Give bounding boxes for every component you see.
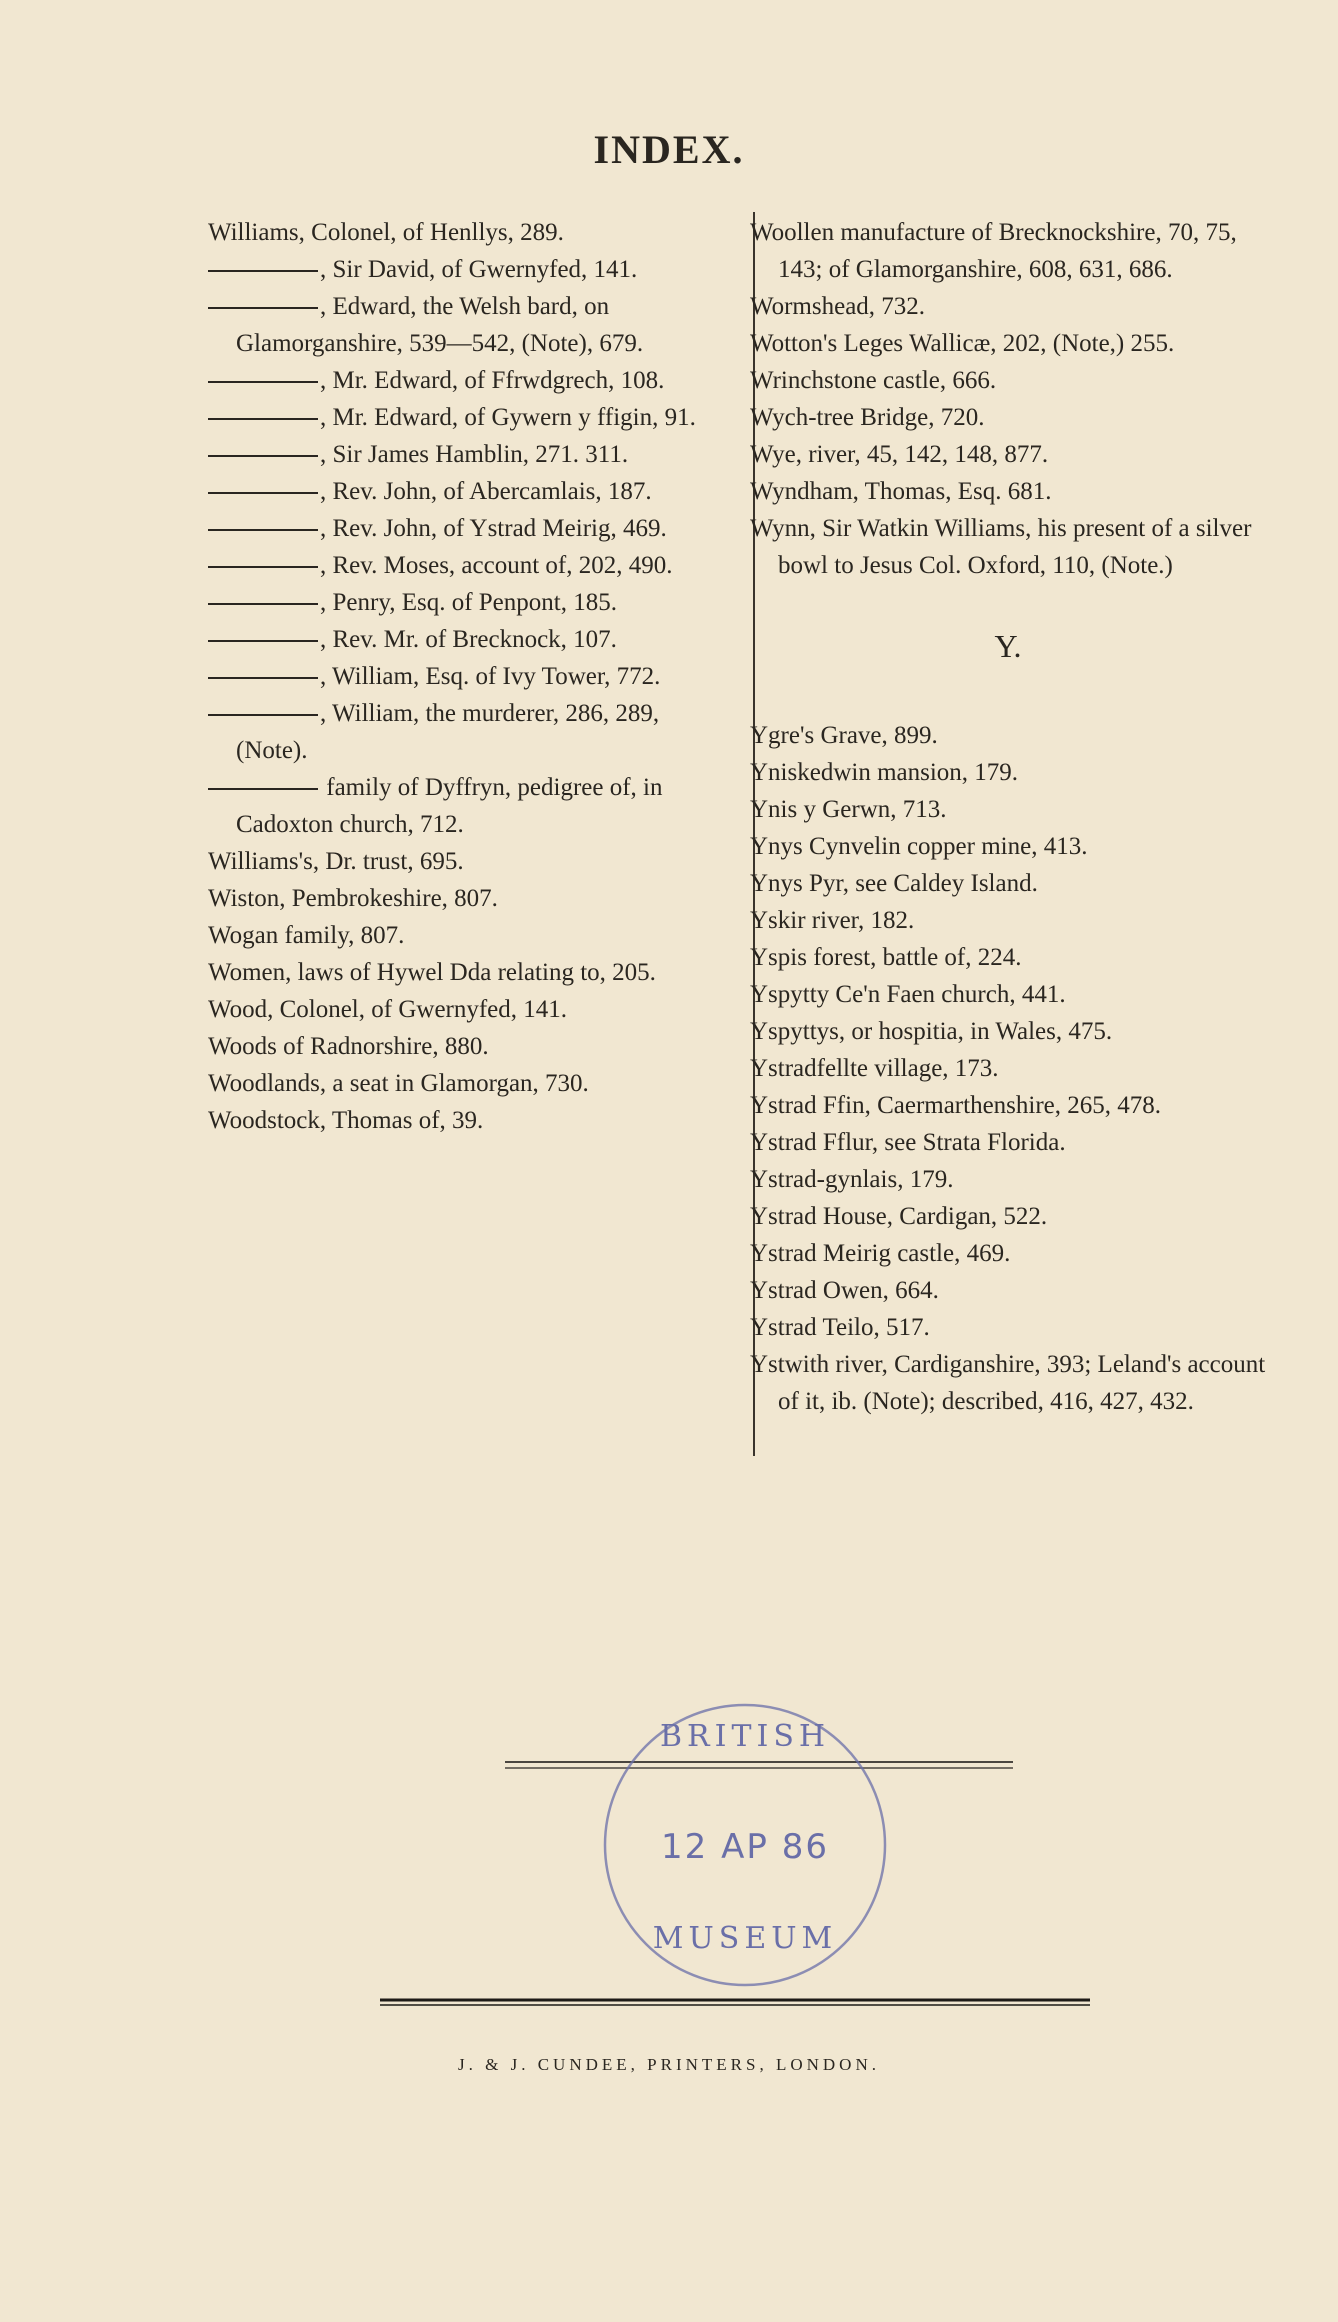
index-entry	[208, 917, 728, 954]
index-entry: Wye, river, 45, 142, 148, 877.	[750, 441, 1049, 468]
index-entry	[208, 288, 728, 362]
index-entry: Ystrad Owen, 664.	[750, 1277, 939, 1304]
index-entry: Yskir river, 182.	[750, 907, 915, 934]
index-entry-text: Williams's, Dr. trust, 695.	[208, 848, 464, 875]
index-entry: Ynys Pyr, see Caldey Island.	[750, 870, 1038, 897]
index-entry: Wormshead, 732.	[750, 293, 926, 320]
index-entry: Ygre's Grave, 899.	[750, 722, 938, 749]
index-entry-text: , William, the murderer, 286, 289, (Note).	[236, 700, 660, 764]
index-entry	[208, 1028, 728, 1065]
index-entry: Woollen manufacture of Brecknockshire, 70, 75, 143; of Glamorganshire, 608, 631, 686.	[750, 219, 1237, 283]
index-entry	[208, 214, 728, 251]
index-entry: Wych-tree Bridge, 720.	[750, 404, 985, 431]
index-section-w	[750, 214, 1266, 584]
index-entry: Ystrad Meirig castle, 469.	[750, 1240, 1011, 1267]
index-entry	[208, 362, 728, 399]
index-entry: Ynys Cynvelin copper mine, 413.	[750, 833, 1088, 860]
stamp-date: 12 AP 86	[661, 1827, 829, 1867]
index-entry: Ystradfellte village, 173.	[750, 1055, 999, 1082]
ditto-dash	[208, 418, 318, 420]
index-entry: Ystrad Ffin, Caermarthenshire, 265, 478.	[750, 1092, 1162, 1119]
index-entry: Yniskedwin mansion, 179.	[750, 759, 1019, 786]
ditto-dash	[208, 455, 318, 457]
index-entry-text: Woods of Radnorshire, 880.	[208, 1033, 489, 1060]
index-entry-text: , Rev. John, of Ystrad Meirig, 469.	[320, 515, 667, 542]
index-entry: Ystrad Fflur, see Strata Florida.	[750, 1129, 1066, 1156]
index-entry-text: , Edward, the Welsh bard, on Glamorganshire, 539—542, (Note), 679.	[236, 293, 644, 357]
index-entry-text: Women, laws of Hywel Dda relating to, 205.	[208, 959, 656, 986]
index-entry	[208, 473, 728, 510]
index-entry	[208, 1065, 728, 1102]
index-entry-text: , Mr. Edward, of Gywern y ffigin, 91.	[320, 404, 696, 431]
index-entry-text: Wiston, Pembrokeshire, 807.	[208, 885, 498, 912]
index-entry: Ystrad-gynlais, 179.	[750, 1166, 954, 1193]
index-entry	[208, 769, 728, 843]
index-entry	[208, 251, 728, 288]
index-entry-text: , Sir David, of Gwernyfed, 141.	[320, 256, 638, 283]
section-letter-y: Y.	[994, 628, 1022, 664]
page-title: INDEX.	[593, 127, 745, 172]
index-entry	[208, 547, 728, 584]
printer-imprint: J. & J. CUNDEE, PRINTERS, LONDON.	[458, 2055, 880, 2074]
index-entry	[208, 991, 728, 1028]
index-entry-text: , Rev. Mr. of Brecknock, 107.	[320, 626, 617, 653]
ditto-dash	[208, 381, 318, 383]
ditto-dash	[208, 270, 318, 272]
index-entry: Yspyttys, or hospitia, in Wales, 475.	[750, 1018, 1113, 1045]
index-entry: Wyndham, Thomas, Esq. 681.	[750, 478, 1052, 505]
ditto-dash	[208, 492, 318, 494]
index-entry	[208, 880, 728, 917]
index-entry	[208, 658, 728, 695]
index-entry: Ystwith river, Cardiganshire, 393; Leland's account of it, ib. (Note); described, 416, 427, 432.	[750, 1351, 1266, 1415]
index-entry-text: Wogan family, 807.	[208, 922, 405, 949]
index-entry: Wynn, Sir Watkin Williams, his present of a silver bowl to Jesus Col. Oxford, 110, (Note.)	[750, 515, 1252, 579]
ditto-dash	[208, 307, 318, 309]
index-entry-text: Woodstock, Thomas of, 39.	[208, 1107, 484, 1134]
index-entry	[208, 843, 728, 880]
index-entry-text: , William, Esq. of Ivy Tower, 772.	[320, 663, 661, 690]
ditto-dash	[208, 529, 318, 531]
index-entry	[208, 954, 728, 991]
index-entry: Yspis forest, battle of, 224.	[750, 944, 1022, 971]
index-entry: Wrinchstone castle, 666.	[750, 367, 997, 394]
index-entry	[208, 584, 728, 621]
index-entry	[208, 436, 728, 473]
index-column-right	[750, 214, 1266, 1420]
index-entry: Ystrad House, Cardigan, 522.	[750, 1203, 1048, 1230]
ditto-dash	[208, 640, 318, 642]
index-section-y	[750, 717, 1266, 1420]
index-entry	[208, 510, 728, 547]
index-entry: Ystrad Teilo, 517.	[750, 1314, 930, 1341]
index-entry	[208, 695, 728, 769]
ditto-dash	[208, 714, 318, 716]
ditto-dash	[208, 566, 318, 568]
index-entry-text: Woodlands, a seat in Glamorgan, 730.	[208, 1070, 589, 1097]
stamp-top-text: BRITISH	[659, 1719, 831, 1754]
index-entry-text: , Mr. Edward, of Ffrwdgrech, 108.	[320, 367, 665, 394]
index-entry-text: , Rev. John, of Abercamlais, 187.	[320, 478, 652, 505]
index-entry: Yspytty Ce'n Faen church, 441.	[750, 981, 1066, 1008]
index-entry-text: Williams, Colonel, of Henllys, 289.	[208, 219, 564, 246]
index-entry-text: , Sir James Hamblin, 271. 311.	[320, 441, 629, 468]
index-entry	[208, 1102, 728, 1139]
index-entry-text: , Rev. Moses, account of, 202, 490.	[320, 552, 673, 579]
index-entry-text: , Penry, Esq. of Penpont, 185.	[320, 589, 617, 616]
index-entry	[208, 621, 728, 658]
index-entry: Wotton's Leges Wallicæ, 202, (Note,) 255.	[750, 330, 1175, 357]
ditto-dash	[208, 788, 318, 790]
index-entry	[208, 399, 728, 436]
ditto-dash	[208, 677, 318, 679]
index-column-left	[208, 214, 728, 1139]
index-entry: Ynis y Gerwn, 713.	[750, 796, 947, 823]
index-entry-text: family of Dyffryn, pedigree of, in Cadoxton church, 712.	[236, 774, 663, 838]
stamp-bottom-text: MUSEUM	[652, 1921, 838, 1956]
ditto-dash	[208, 603, 318, 605]
index-entry-text: Wood, Colonel, of Gwernyfed, 141.	[208, 996, 568, 1023]
